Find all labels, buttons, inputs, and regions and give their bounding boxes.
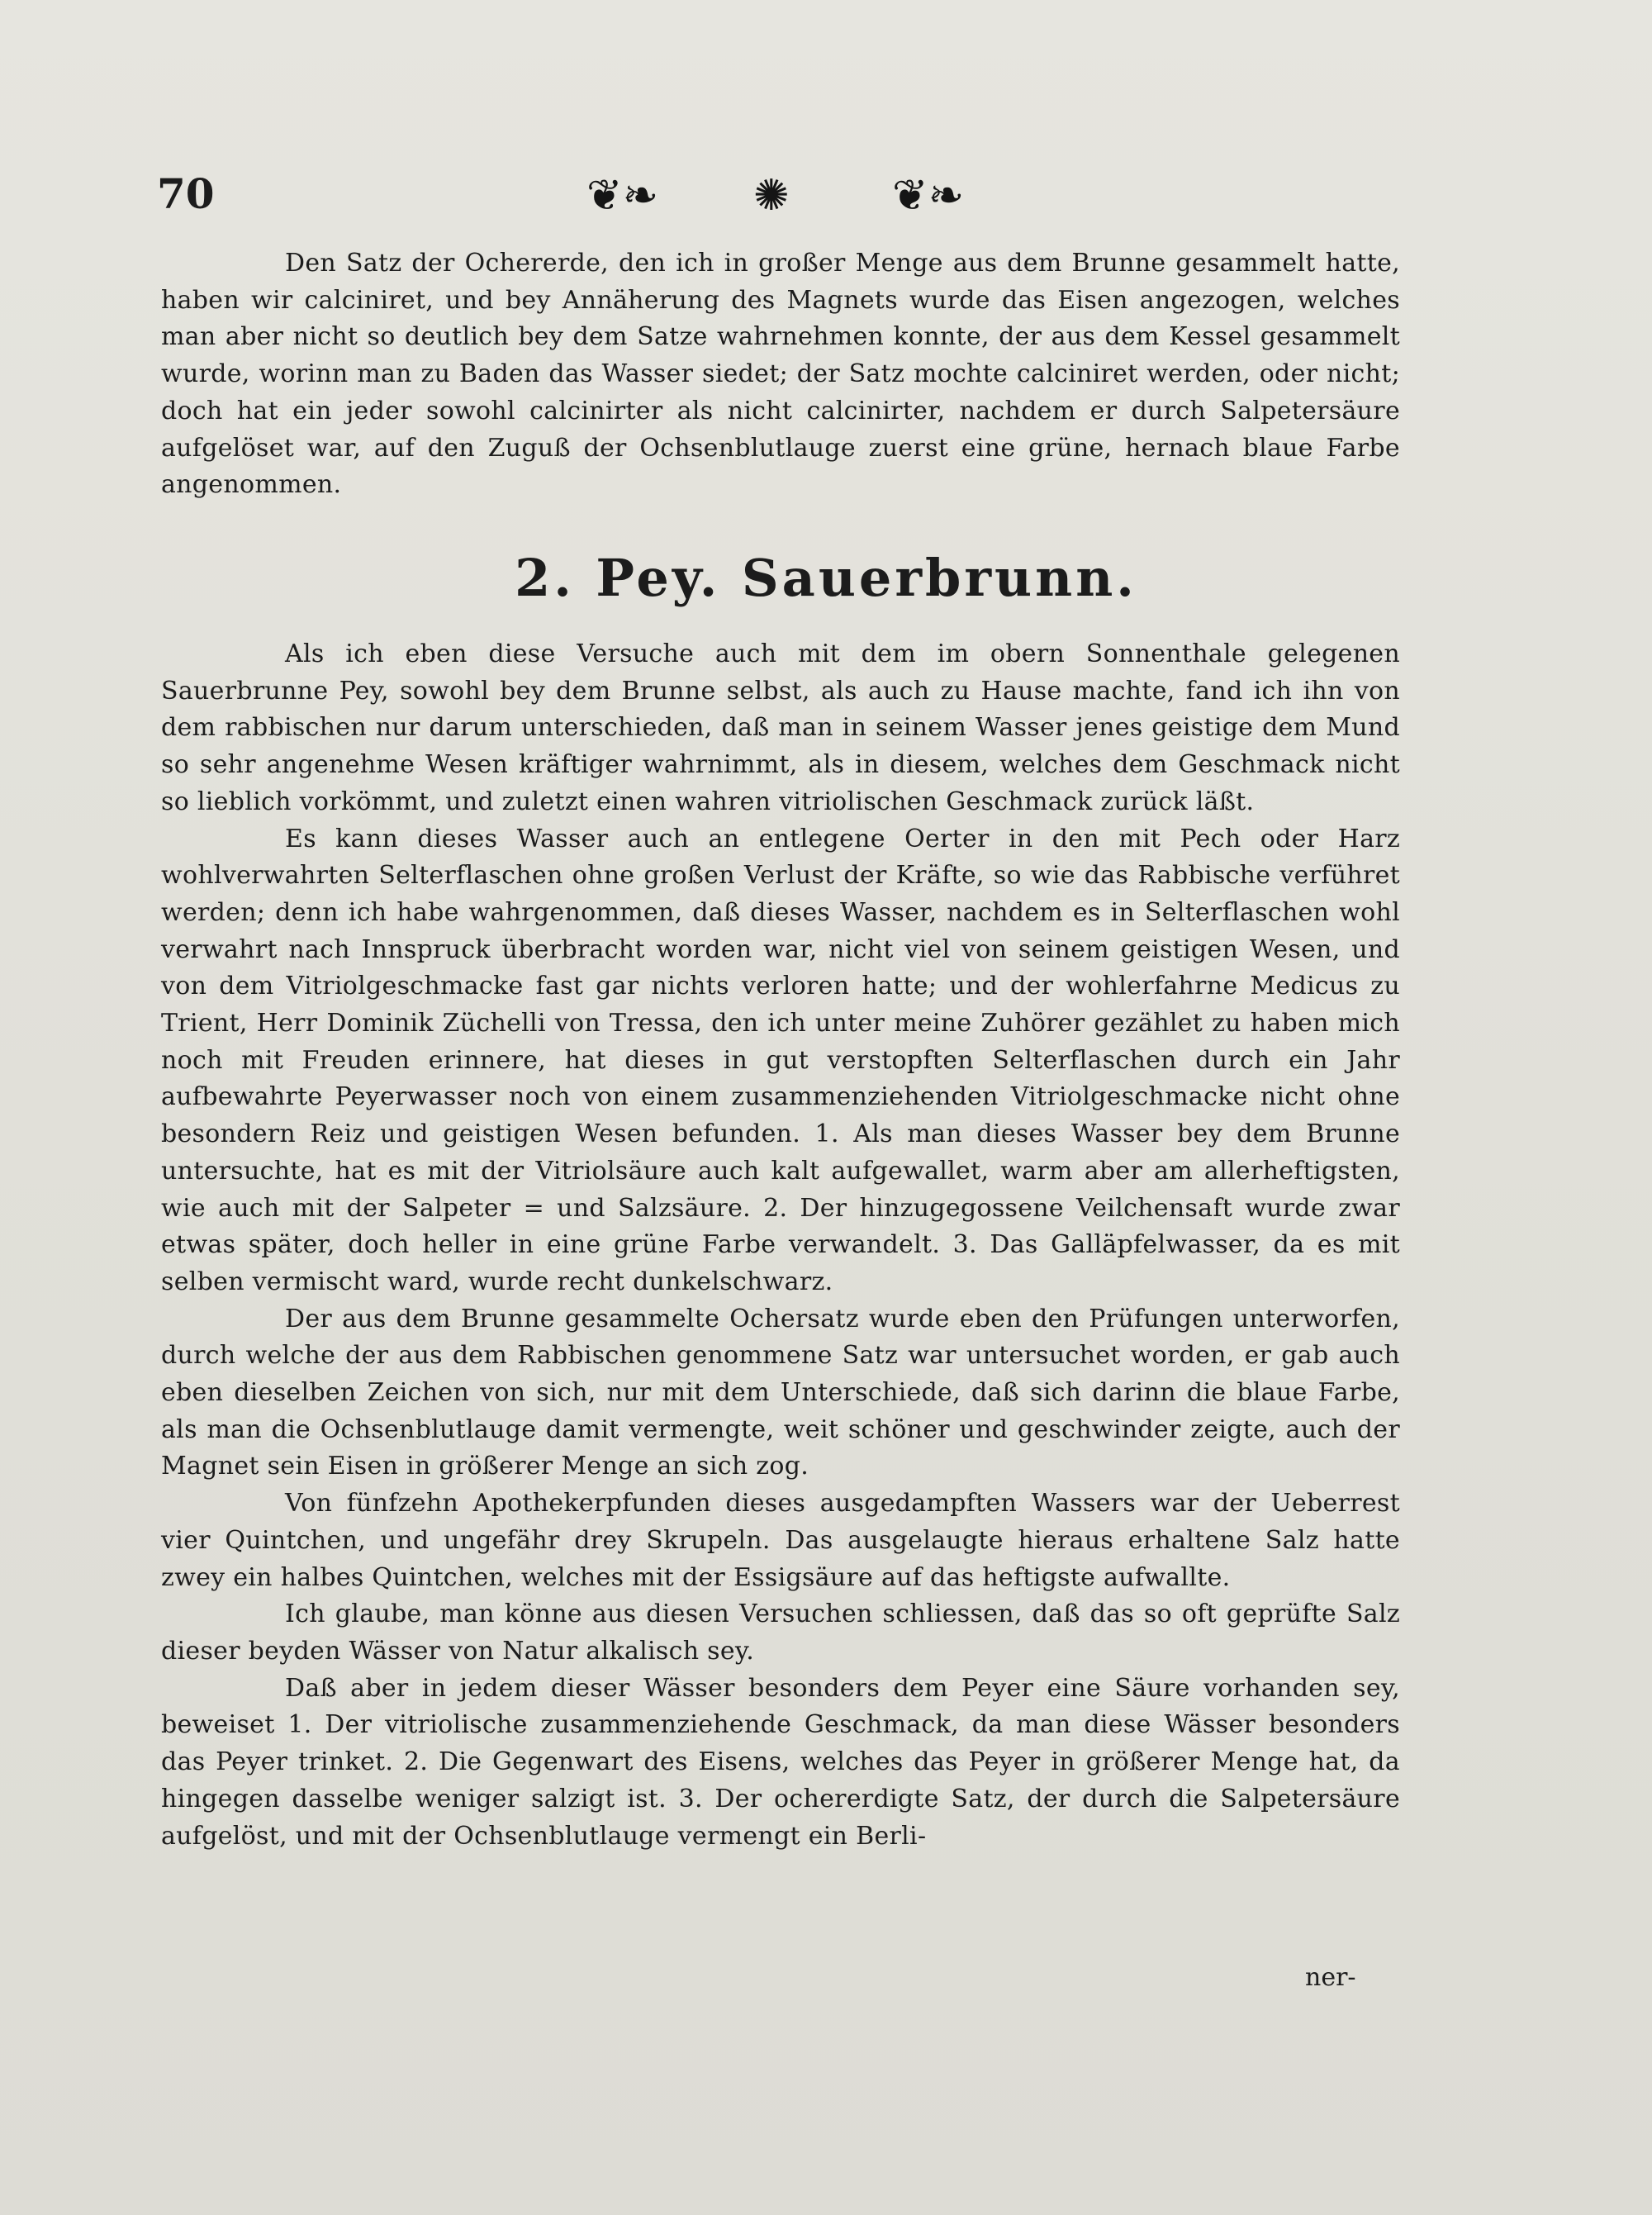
paragraph: Daß aber in jedem dieser Wässer besonders dem Peyer eine Säure vorhanden sey, beweiset 1. Der vitriolische zusammenziehende Geschmack, da man diese Wässer besonders das Peyer trinket. 2. Die Gegenwart des Eisens, welches das Peyer in größerer Menge hat, da hingegen dasselbe weniger salzigt ist. 3. Der ochererdigte Satz, der durch die Salpetersäure aufgelöst, und mit der Ochsenblutlauge vermengt ein Berli- (161, 1673, 1400, 1851)
paragraph: Den Satz der Ochererde, den ich in großer Menge aus dem Brunne gesammelt hatte, haben wir calciniret, und bey Annäherung des Magnets wurde das Eisen angezogen, welches man aber nicht so deutlich bey dem Satze wahrnehmen konnte, der aus dem Kessel gesammelt wurde, worinn man zu Baden das Wasser siedet; der Satz mochte calciniret werden, oder nicht; doch hat ein jeder sowohl calcinirter als nicht calcinirter, nachdem er durch Salpetersäure aufgelöset war, auf den Zuguß der Ochsenblutlauge zuerst eine grüne, hernach blaue Farbe angenommen. (161, 249, 1400, 500)
section-heading: 2. Pey. Sauerbrunn. (515, 548, 1137, 608)
ornament-center-icon: ✺ (753, 171, 790, 221)
page-number: 70 (157, 169, 215, 218)
main-text-block (161, 636, 1400, 1855)
page-header (157, 169, 1396, 227)
paragraph: Ich glaube, man könne aus diesen Versuchen schliessen, daß das so oft geprüfte Salz dieser beyden Wässer von Natur alkalisch sey. (161, 1599, 1400, 1666)
paragraph: Es kann dieses Wasser auch an entlegene Oerter in den mit Pech oder Harz wohlverwahrten Selterflaschen ohne großen Verlust der Kräfte, so wie das Rabbische verführet werden; denn ich habe wahrgenommen, daß dieses Wasser, nachdem es in Selterflaschen wohl verwahrt nach Innspruck überbracht worden war, nicht viel von seinem geistigen Wesen, und von dem Vitriolgeschmacke fast gar nichts verloren hatte; und der wohlerfahrne Medicus zu Trient, Herr Dominik Züchelli von Tressa, den ich unter meine Zuhörer gezählet zu haben mich noch mit Freuden erinnere, hat dieses in gut verstopften Selterflaschen durch ein Jahr aufbewahrte Peyerwasser noch von einem zusammenziehenden Vitriolgeschmacke nicht ohne besondern Reiz und geistigen Wesen befunden. 1. Als man dieses Wasser bey dem Brunne untersuchte, hat es mit der Vitriolsäure auch kalt aufgewallet, warm aber am allerheftigsten, wie auch mit der Salpeter = und Salzsäure. 2. Der hinzugegossene Veilchensaft wurde zwar etwas später, doch heller in eine grüne Farbe verwandelt. 3. Das Galläpfelwasser, da es mit selben vermischt ward, wurde recht dunkelschwarz. (161, 824, 1400, 1296)
ornament-right-icon: ❦❧ (892, 171, 965, 221)
intro-text-block (161, 245, 1400, 504)
paragraph: Von fünfzehn Apothekerpfunden dieses ausgedampften Wassers war der Ueberrest vier Quintchen, und ungefähr drey Skrupeln. Das ausgelaugte hieraus erhaltene Salz hatte zwey ein halbes Quintchen, welches mit der Essigsäure auf das heftigste aufwallte. (161, 1489, 1400, 1592)
ornament-left-icon: ❦❧ (586, 171, 659, 221)
paragraph: Als ich eben diese Versuche auch mit dem im obern Sonnenthale gelegenen Sauerbrunne Pey, sowohl bey dem Brunne selbst, als auch zu Hause machte, fand ich ihn von dem rabbischen nur darum unterschieden, daß man in seinem Wasser jenes geistige dem Mund so sehr angenehme Wesen kräftiger wahrnimmt, als in diesem, welches dem Geschmack nicht so lieblich vorkömmt, und zuletzt einen wahren vitriolischen Geschmack zurück läßt. (161, 639, 1400, 816)
paragraph: Der aus dem Brunne gesammelte Ochersatz wurde eben den Prüfungen unterworfen, durch welche der aus dem Rabbischen genommene Satz war untersuchet worden, er gab auch eben dieselben Zeichen von sich, nur mit dem Unterschiede, daß sich darinn die blaue Farbe, als man die Ochsenblutlauge damit vermengte, weit schöner und geschwinder zeigte, auch der Magnet sein Eisen in größerer Menge an sich zog. (161, 1304, 1400, 1481)
catchword: ner- (1305, 1963, 1356, 1992)
